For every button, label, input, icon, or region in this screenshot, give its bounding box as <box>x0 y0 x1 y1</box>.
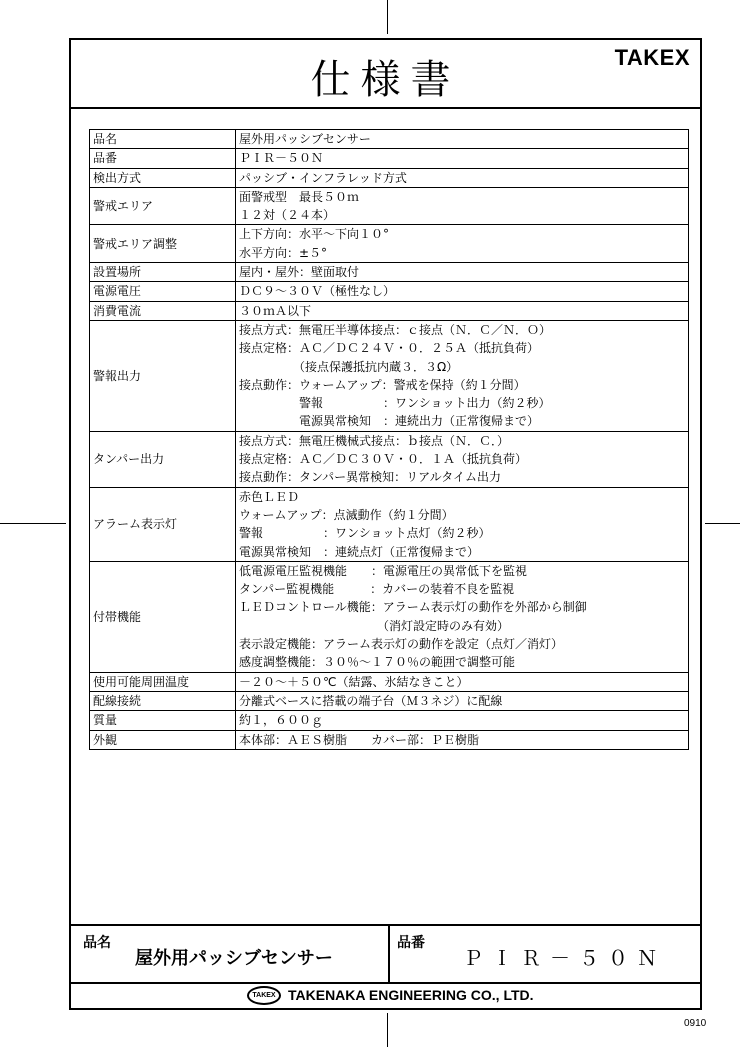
spec-value <box>236 149 689 168</box>
spec-row <box>90 149 689 168</box>
company-row <box>71 981 700 1010</box>
registration-mark-bottom <box>387 1013 388 1047</box>
footer-number-value: ＰＩＲ－５０Ｎ <box>463 946 666 970</box>
spec-value-line: 接点方式：無電圧半導体接点：ｃ接点（Ｎ．Ｃ／Ｎ．Ｏ） <box>239 322 552 337</box>
spec-value <box>236 301 689 320</box>
spec-value-line: ウォームアップ：点滅動作（約１分間） <box>239 507 454 522</box>
spec-value <box>236 561 689 672</box>
spec-value-line: タンパー監視機能 ：カバーの装着不良を監視 <box>239 582 515 597</box>
spec-label: 警報出力 <box>90 320 236 431</box>
spec-value-line: 分離式ベースに搭載の端子台（Ｍ３ネジ）に配線 <box>239 693 503 708</box>
spec-label: 外観 <box>90 730 236 749</box>
spec-row <box>90 187 689 225</box>
spec-value-line: １２対（２４本） <box>239 208 336 223</box>
spec-label: 検出方式 <box>90 168 236 187</box>
spec-value <box>236 487 689 561</box>
spec-value-line: －２０～＋５０℃（結露、氷結なきこと） <box>239 674 469 689</box>
spec-row <box>90 301 689 320</box>
footer-name-value: 屋外用パッシブセンサー <box>135 948 333 969</box>
spec-value <box>236 711 689 730</box>
spec-label: 電源電圧 <box>90 282 236 301</box>
footer-row <box>71 924 700 984</box>
spec-value-line: ＤＣ９～３０Ｖ（極性なし） <box>239 284 396 299</box>
spec-value-line: 電源異常検知 ：連続出力（正常復帰まで） <box>239 414 540 429</box>
spec-value-line: 感度調整機能：３０％～１７０％の範囲で調整可能 <box>239 655 516 670</box>
spec-value-line: 接点定格：ＡＣ／ＤＣ３０Ｖ・０．１Ａ（抵抗負荷） <box>239 452 528 467</box>
spec-value-line: 表示設定機能：アラーム表示灯の動作を設定（点灯／消灯） <box>239 637 564 652</box>
spec-label: 消費電流 <box>90 301 236 320</box>
spec-label: 付帯機能 <box>90 561 236 672</box>
spec-row <box>90 225 689 263</box>
spec-row <box>90 320 689 431</box>
spec-value-line: ＰＩＲ－５０Ｎ <box>239 151 324 166</box>
spec-value <box>236 691 689 710</box>
registration-mark-right <box>705 523 740 524</box>
spec-value-line: 本体部：ＡＥＳ樹脂 カバー部：ＰＥ樹脂 <box>239 732 480 747</box>
spec-table <box>89 129 689 750</box>
spec-row <box>90 168 689 187</box>
spec-row <box>90 130 689 149</box>
page-title: 仕様書 <box>310 57 461 103</box>
spec-value-line: （接点保護抵抗内蔵３．３Ω） <box>239 359 459 374</box>
spec-value-line: 接点定格：ＡＣ／ＤＣ２４Ｖ・０．２５Ａ（抵抗負荷） <box>239 341 540 356</box>
spec-row <box>90 691 689 710</box>
spec-value-line: 赤色ＬＥＤ <box>239 489 300 504</box>
spec-value-line: 約１，６００ｇ <box>239 713 324 728</box>
spec-value-line: （消灯設定時のみ有効） <box>239 618 510 633</box>
spec-row <box>90 672 689 691</box>
footer-divider <box>388 926 390 982</box>
spec-label: 使用可能周囲温度 <box>90 672 236 691</box>
spec-value-line: 屋内・屋外：壁面取付 <box>239 265 360 280</box>
footer-number-label: 品番 <box>397 935 425 951</box>
spec-value-line: パッシブ・インフラレッド方式 <box>239 170 407 185</box>
spec-value-line: 面警戒型 最長５０ｍ <box>239 189 360 204</box>
spec-row <box>90 487 689 561</box>
spec-value-line: 警報 ：ワンショット出力（約２秒） <box>239 396 551 411</box>
spec-label: 配線接続 <box>90 691 236 710</box>
registration-mark-top <box>387 0 388 34</box>
spec-value <box>236 431 689 487</box>
spec-row <box>90 730 689 749</box>
spec-value-line: 警報 ：ワンショット点灯（約２秒） <box>239 526 491 541</box>
spec-value <box>236 187 689 225</box>
spec-value <box>236 320 689 431</box>
spec-value-line: 接点方式：無電圧機械式接点：ｂ接点（Ｎ．Ｃ．） <box>239 433 510 448</box>
document-number: 0910 <box>684 1018 707 1029</box>
spec-label: タンパー出力 <box>90 431 236 487</box>
spec-sheet <box>69 38 702 1010</box>
company-logo: TAKEX <box>247 986 281 1005</box>
spec-row <box>90 711 689 730</box>
spec-row <box>90 431 689 487</box>
spec-label: 警戒エリア <box>90 187 236 225</box>
spec-value <box>236 225 689 263</box>
brand-logo: TAKEX <box>614 45 690 70</box>
spec-label: 質量 <box>90 711 236 730</box>
spec-value-line: ＬＥＤコントロール機能：アラーム表示灯の動作を外部から制御 <box>239 600 587 615</box>
spec-value <box>236 282 689 301</box>
company-name: TAKENAKA ENGINEERING CO., LTD. <box>288 987 534 1003</box>
spec-value-line: 水平方向：±５° <box>239 245 328 260</box>
spec-label: アラーム表示灯 <box>90 487 236 561</box>
footer-name-label: 品名 <box>83 935 111 951</box>
spec-value-line: 接点動作：ウォームアップ：警戒を保持（約１分間） <box>239 377 526 392</box>
spec-value-line: ３０ｍＡ以下 <box>239 303 312 318</box>
spec-row <box>90 263 689 282</box>
title-row <box>71 40 700 109</box>
spec-value <box>236 730 689 749</box>
spec-value-line: 低電源電圧監視機能 ：電源電圧の異常低下を監視 <box>239 563 528 578</box>
spec-value-line: 接点動作：タンパー異常検知：リアルタイム出力 <box>239 470 501 485</box>
spec-label: 品名 <box>90 130 236 149</box>
spec-label: 警戒エリア調整 <box>90 225 236 263</box>
spec-value <box>236 672 689 691</box>
spec-row <box>90 561 689 672</box>
spec-value-line: 上下方向：水平～下向１０° <box>239 227 390 242</box>
spec-label: 設置場所 <box>90 263 236 282</box>
spec-value-line: 電源異常検知 ：連続点灯（正常復帰まで） <box>239 544 480 559</box>
spec-row <box>90 282 689 301</box>
spec-value-line: 屋外用パッシブセンサー <box>239 132 371 146</box>
spec-table-body <box>90 130 689 750</box>
spec-value <box>236 263 689 282</box>
spec-value <box>236 168 689 187</box>
spec-label: 品番 <box>90 149 236 168</box>
spec-value <box>236 130 689 149</box>
registration-mark-left <box>0 523 66 524</box>
